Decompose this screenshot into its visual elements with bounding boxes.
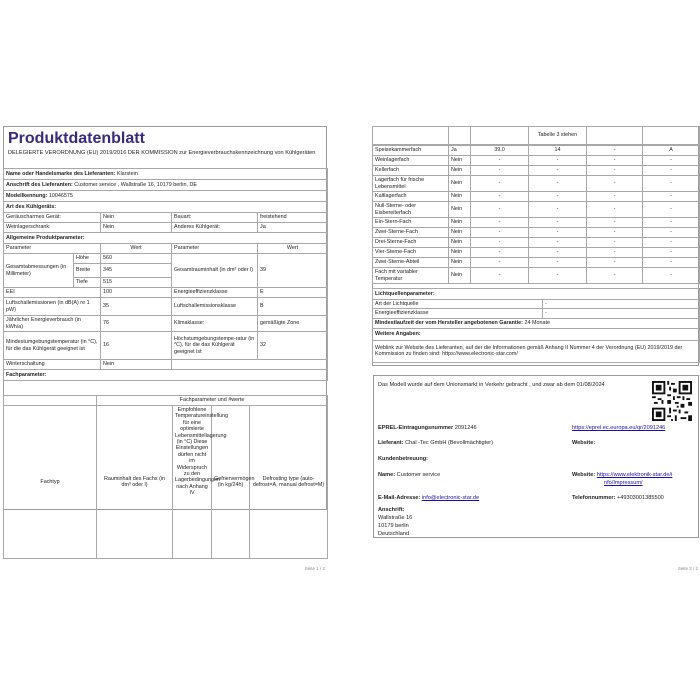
model-value: 10046575 bbox=[48, 192, 73, 199]
compartment-row bbox=[373, 192, 700, 202]
compartment-row bbox=[373, 268, 700, 284]
compartment-row bbox=[373, 202, 700, 218]
param-value: E bbox=[258, 288, 328, 298]
param-value: 76 bbox=[101, 316, 172, 332]
param-label: Jährlicher Energieverbrauch (in kWh/a) bbox=[4, 316, 101, 332]
compartment-value: - bbox=[587, 192, 643, 202]
compartment-value: - bbox=[643, 218, 700, 228]
param-value: 32 bbox=[258, 332, 328, 360]
warranty-label: Mindestlaufzeit der vom Hersteller angebotenen Garantie: bbox=[375, 320, 523, 327]
param-value: 100 bbox=[101, 288, 172, 298]
compartment-value: - bbox=[471, 192, 529, 202]
param-label: Energieeffizienzklasse bbox=[172, 288, 258, 298]
value-col-header: Wert bbox=[101, 244, 172, 254]
address-line: 10179 berlin bbox=[378, 523, 409, 529]
compartment-row bbox=[373, 156, 700, 166]
compartment-value: - bbox=[643, 268, 700, 284]
winter-label: Winterschaltung bbox=[4, 360, 101, 370]
supplier-label: Lieferant: bbox=[378, 440, 404, 446]
col-volume-header: Rauminhalt des Fachs (in dm³ oder l) bbox=[97, 406, 173, 559]
param-label: Mindestumgebungstemperatur (in °C), für die das Kühlgerät geeignet ist bbox=[4, 332, 101, 360]
name-value: Customer service bbox=[396, 472, 441, 478]
model-label: Modellkennung: bbox=[6, 192, 48, 199]
compartment-row bbox=[373, 228, 700, 238]
care-label: Kundenbetreuung: bbox=[378, 456, 429, 462]
compartment-value: - bbox=[529, 192, 587, 202]
param-label: EEI bbox=[4, 288, 101, 298]
warranty-value: 24 Monate bbox=[524, 320, 550, 327]
compartment-value: - bbox=[529, 258, 587, 268]
compartment-value: - bbox=[643, 202, 700, 218]
phone-value: +49303001385500 bbox=[616, 495, 664, 501]
compartment-table bbox=[372, 126, 700, 145]
compartment-name: Kellerfach bbox=[373, 166, 449, 176]
compartment-name: Drei-Sterne-Fach bbox=[373, 238, 449, 248]
address-label: Anschrift: bbox=[378, 507, 405, 513]
website2-link-cont[interactable]: nfo/Impressum/ bbox=[604, 480, 643, 486]
compartment-value: - bbox=[471, 166, 529, 176]
regulation-intro: DELEGIERTE VERORDNUNG (EU) 2019/2016 DER KOMMISSION zur Energieverbrauchskennzeichnung von Kühlgeräten bbox=[8, 150, 316, 156]
weblink-text: Weblink zur Website des Lieferanten, auf der die Informationen gemäß Anhang II Nummer 4 der Verordnung (EU) 2019/2019 der Kommission zu finden sind: bbox=[375, 344, 683, 358]
website2-link[interactable]: https://www.elektronik-star.de/i bbox=[596, 472, 673, 478]
volume-label: Gesamtrauminhalt (in dm³ oder l) bbox=[172, 254, 258, 288]
param-label: Höchstumgebungstempe-ratur (in °C), für die das Kühlgerät geeignet ist bbox=[172, 332, 258, 360]
compartment-value: - bbox=[587, 146, 643, 156]
type-header: Art des Kühlgeräts: bbox=[4, 202, 328, 213]
address-label: Anschrift des Lieferanten: bbox=[6, 181, 73, 188]
compartment-name: Null-Sterne- oder Eisbereiterfach bbox=[373, 202, 449, 218]
compartment-value: - bbox=[529, 176, 587, 192]
address-line: Wallstraße 16 bbox=[378, 515, 413, 521]
compartment-value: - bbox=[471, 268, 529, 284]
table-caption: Tabelle 3 stehen bbox=[529, 127, 587, 145]
supplier-value: Chal -Tec GmbH (Bevollmächtigter) bbox=[405, 440, 494, 446]
type-value: Ja bbox=[258, 223, 328, 233]
weblink-url[interactable]: https://www.electronic-star.com/ bbox=[442, 351, 518, 358]
param-label: Luftschallemissionsklasse bbox=[172, 298, 258, 316]
compartment-value: Nein bbox=[449, 248, 471, 258]
compartment-value: - bbox=[643, 238, 700, 248]
dim-name: Tiefe bbox=[74, 278, 101, 288]
compartment-value: - bbox=[643, 258, 700, 268]
value-col-header: Wert bbox=[258, 244, 328, 254]
compartment-value: - bbox=[587, 202, 643, 218]
compartment-value: - bbox=[471, 228, 529, 238]
light-value: - bbox=[543, 300, 700, 309]
dim-name: Breite bbox=[74, 264, 101, 278]
compartment-row bbox=[373, 146, 700, 156]
compartment-name: Speisekammerfach bbox=[373, 146, 449, 156]
compartment-value: - bbox=[587, 268, 643, 284]
product-notice-box bbox=[373, 375, 699, 538]
phone-label: Telefonnummer: bbox=[572, 495, 616, 501]
dim-value: 345 bbox=[101, 264, 172, 278]
compartment-value: A bbox=[643, 146, 700, 156]
compartment-value: - bbox=[471, 202, 529, 218]
type-value: freistehend bbox=[258, 213, 328, 223]
col-temp-header: Empfohlene Temperatureinstellung für eine optimierte Lebensmittellagerung (in °C) Diese Einstellungen dürfen nicht im Widerspruch zu den Lagerbedingungen nach Anhang IV bbox=[173, 406, 212, 559]
param-label: Klimaklasse: bbox=[172, 316, 258, 332]
compartment-row bbox=[373, 176, 700, 192]
compartment-row bbox=[373, 218, 700, 228]
page-number: Seite 1 / 2 bbox=[304, 566, 325, 571]
compartment-value: - bbox=[643, 156, 700, 166]
compartment-head-table bbox=[3, 395, 328, 559]
compartment-row bbox=[373, 248, 700, 258]
compartment-row bbox=[373, 238, 700, 248]
compartment-value: - bbox=[643, 176, 700, 192]
dim-name: Höhe bbox=[74, 254, 101, 264]
datasheet-page-2 bbox=[363, 120, 700, 580]
volume-value: 39 bbox=[258, 254, 328, 288]
col-freeze-header: Gefriervermögen (in kg/24h) bbox=[212, 406, 250, 559]
compartment-row bbox=[373, 166, 700, 176]
eprel-link[interactable]: https://eprel.ec.europa.eu/qr/2091246 bbox=[572, 425, 666, 431]
compartment-value: - bbox=[587, 238, 643, 248]
winter-value: Nein bbox=[101, 360, 172, 370]
compartment-value: - bbox=[471, 238, 529, 248]
compartment-value: Ja bbox=[449, 146, 471, 156]
more-header: Weitere Angaben: bbox=[373, 328, 700, 340]
compartment-value: - bbox=[471, 156, 529, 166]
compartment-value: - bbox=[471, 258, 529, 268]
supplier-label: Name oder Handelsmarke des Lieferanten: bbox=[6, 170, 116, 177]
compartment-name: Fach mit variabler Temperatur bbox=[373, 268, 449, 284]
param-value: 35 bbox=[101, 298, 172, 316]
dim-value: 560 bbox=[101, 254, 172, 264]
fach-values-header: Fachparameter und #werte bbox=[97, 396, 328, 406]
datasheet-page-1 bbox=[0, 120, 333, 580]
compartment-value: 39,0 bbox=[471, 146, 529, 156]
compartment-name: Zwei-Sterne-Fach bbox=[373, 228, 449, 238]
compartment-value: - bbox=[529, 218, 587, 228]
compartment-value: - bbox=[587, 228, 643, 238]
param-value: 16 bbox=[101, 332, 172, 360]
compartment-value: Nein bbox=[449, 202, 471, 218]
compartment-row bbox=[373, 258, 700, 268]
website-label: Website: bbox=[572, 440, 596, 446]
market-text: Das Modell wurde auf dem Unionsmarkt in Verkehr gebracht , und zwar ab dem 01/08/2024 bbox=[378, 382, 605, 388]
website2-label: Website: bbox=[572, 472, 596, 478]
qr-code-icon[interactable] bbox=[652, 381, 692, 421]
compartment-value: Nein bbox=[449, 268, 471, 284]
compartment-name: Lagerfach für frische Lebensmittel bbox=[373, 176, 449, 192]
compartment-value: Nein bbox=[449, 228, 471, 238]
compartment-value: Nein bbox=[449, 218, 471, 228]
param-value: gemäßigte Zone bbox=[258, 316, 328, 332]
compartment-header: Fachparameter: bbox=[4, 370, 328, 381]
compartment-value: Nein bbox=[449, 176, 471, 192]
compartment-value: - bbox=[587, 258, 643, 268]
param-col-header: Parameter bbox=[172, 244, 258, 254]
type-value: Nein bbox=[101, 213, 172, 223]
compartment-value: - bbox=[529, 228, 587, 238]
compartment-value: Nein bbox=[449, 192, 471, 202]
param-value: B bbox=[258, 298, 328, 316]
param-col-header: Parameter bbox=[4, 244, 101, 254]
email-link[interactable]: info@electronic-star.de bbox=[421, 495, 480, 501]
col-defrost-header: Defrosting type (auto-defrost=A, manual defrost=M) bbox=[250, 406, 328, 559]
compartment-value: Nein bbox=[449, 156, 471, 166]
compartment-value: Nein bbox=[449, 258, 471, 268]
address-line: Deutschland bbox=[378, 531, 410, 537]
type-label: Weinlagerschrank: bbox=[4, 223, 101, 233]
light-table bbox=[372, 288, 700, 363]
compartment-value: - bbox=[529, 268, 587, 284]
compartment-value: - bbox=[643, 166, 700, 176]
compartment-value: - bbox=[529, 248, 587, 258]
light-label: Art der Lichtquelle bbox=[373, 300, 543, 309]
compartment-value: Nein bbox=[449, 238, 471, 248]
param-label: Luftschallemissionen (in dB(A) re 1 pW) bbox=[4, 298, 101, 316]
eprel-label: EPREL-Eintragungsnummer bbox=[378, 425, 454, 431]
type-label: Anderes Kühlgerät: bbox=[172, 223, 258, 233]
general-header: Allgemeine Produktparameter: bbox=[4, 233, 328, 244]
compartment-value: - bbox=[643, 228, 700, 238]
light-label: Energieeffizienzklasse bbox=[373, 309, 543, 318]
dims-label: Gesamtabmessungen (in Millimeter) bbox=[4, 254, 74, 288]
light-header: Lichtquellenparameter: bbox=[373, 289, 700, 300]
compartment-value: 14 bbox=[529, 146, 587, 156]
compartment-name: Weinlagerfach bbox=[373, 156, 449, 166]
compartment-value: - bbox=[587, 218, 643, 228]
compartment-name: Kaltlagerfach bbox=[373, 192, 449, 202]
name-label: Name: bbox=[378, 472, 396, 478]
compartment-value: - bbox=[471, 176, 529, 192]
light-value: - bbox=[543, 309, 700, 318]
compartment-value: Nein bbox=[449, 166, 471, 176]
fachtyp-header: Fachtyp bbox=[4, 406, 97, 559]
page-number: Seite 2 / 2 bbox=[677, 566, 698, 571]
compartment-name: Vier-Sterne-Fach bbox=[373, 248, 449, 258]
compartment-value: - bbox=[529, 166, 587, 176]
compartment-name: Zwei-Sterne-Abteil bbox=[373, 258, 449, 268]
compartment-value: - bbox=[529, 238, 587, 248]
dim-value: 515 bbox=[101, 278, 172, 288]
address-value: Customer service , Wallstraße 16, 10179 berlin, DE bbox=[74, 181, 197, 188]
type-label: Bauart: bbox=[172, 213, 258, 223]
email-label: E-Mail-Adresse: bbox=[378, 495, 421, 501]
supplier-value: Klarstein bbox=[116, 170, 138, 177]
type-label: Geräuscharmes Gerät: bbox=[4, 213, 101, 223]
compartment-value: - bbox=[643, 192, 700, 202]
compartment-value: - bbox=[643, 248, 700, 258]
general-params-table bbox=[3, 168, 328, 381]
compartment-value: - bbox=[471, 248, 529, 258]
compartment-value: - bbox=[587, 166, 643, 176]
page-title: Produktdatenblatt bbox=[8, 130, 145, 147]
compartment-value: - bbox=[587, 156, 643, 166]
compartment-value: - bbox=[587, 176, 643, 192]
eprel-value: 2091246 bbox=[454, 425, 477, 431]
compartment-name: Ein-Stern-Fach bbox=[373, 218, 449, 228]
compartment-value: - bbox=[587, 248, 643, 258]
compartment-value: - bbox=[471, 218, 529, 228]
type-value: Nein bbox=[101, 223, 172, 233]
compartment-value: - bbox=[529, 156, 587, 166]
compartment-rows bbox=[372, 145, 700, 284]
compartment-value: - bbox=[529, 202, 587, 218]
